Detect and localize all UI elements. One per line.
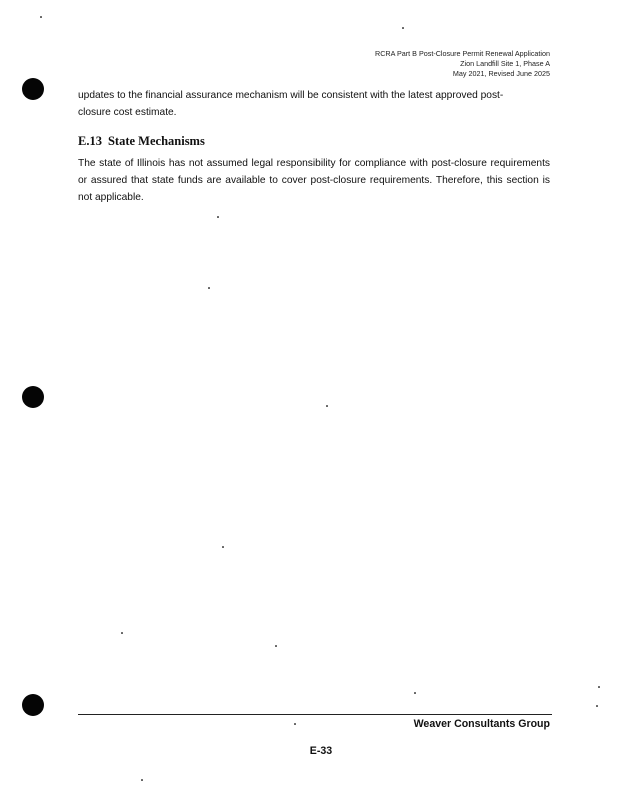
section-title: State Mechanisms [107,134,205,148]
state-mechanisms-paragraph: The state of Illinois has not assumed legal responsibility for compliance with post-closure requirements or assured that state funds are available to cover post-closure requirements. Therefore, this section is not applicable. [78,158,550,204]
document-header [375,49,550,79]
continuation-paragraph [78,87,550,121]
scan-speck [596,705,598,707]
section-number: E.13 [78,134,102,148]
scan-speck [208,287,210,289]
scan-speck [222,546,224,548]
scan-speck [402,27,404,29]
scan-speck [217,216,219,218]
scan-speck [121,632,123,634]
scan-speck [598,686,600,688]
header-line-1: RCRA Part B Post-Closure Permit Renewal Application [375,49,550,58]
scan-speck [275,645,277,647]
binder-hole-middle [22,386,44,408]
binder-hole-bottom [22,694,44,716]
scan-speck [40,16,42,18]
scan-speck [141,779,143,781]
section-heading [78,134,205,149]
footer-company-name: Weaver Consultants Group [413,718,550,730]
paragraph-line-1: updates to the financial assurance mechanism will be consistent with the latest approved post- [78,90,504,101]
page-number: E-33 [309,745,333,757]
binder-hole-top [22,78,44,100]
header-line-3: May 2021, Revised June 2025 [452,69,550,78]
scan-speck [294,723,296,725]
footer-rule [78,714,552,715]
header-line-2: Zion Landfill Site 1, Phase A [460,59,550,68]
scan-speck [326,405,328,407]
paragraph-line-2: closure cost estimate. [78,107,177,119]
scan-speck [414,692,416,694]
